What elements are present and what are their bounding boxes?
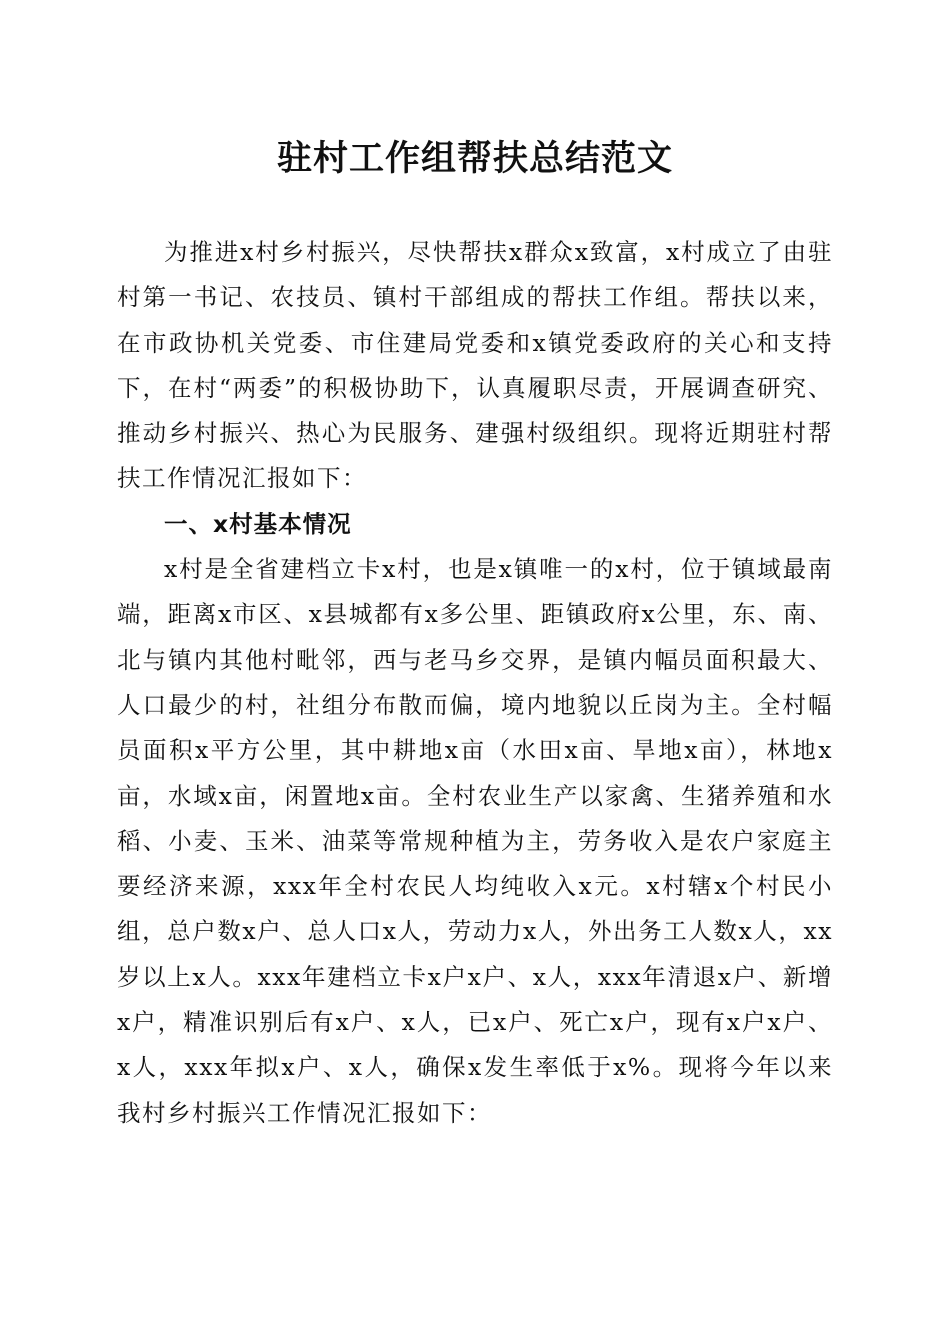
document-title: 驻村工作组帮扶总结范文 <box>276 138 673 179</box>
section-1-heading: 一、x村基本情况 <box>164 509 352 538</box>
section-1-paragraph: x村是全省建档立卡x村，也是x镇唯一的x村，位于镇域最南端，距离x市区、x县城都有x多公里、距镇政府x公里，东、南、北与镇内其他村毗邻，西与老马乡交界，是镇内幅员面积最大、人口最少的村，社组分布散而偏，境内地貌以丘岗为主。全村幅员面积x平方公里，其中耕地x亩（水田x亩、旱地x亩），林地x亩，水域x亩，闲置地x亩。全村农业生产以家禽、生猪养殖和水稻、小麦、玉米、油菜等常规种植为主，劳务收入是农户家庭主要经济来源，xxx年全村农民人均纯收入x元。x村辖x个村民小组，总户数x户、总人口x人，劳动力x人，外出务工人数x人，xx岁以上x人。xxx年建档立卡x户x户、x人，xxx年清退x户、新增x户，精准识别后有x户、x人，已x户、死亡x户，现有x户x户、x人，xxx年拟x户、x人，确保x发生率低于x%。现将今年以来我村乡村振兴工作情况汇报如下： <box>117 555 833 1127</box>
intro-paragraph: 为推进x村乡村振兴，尽快帮扶x群众x致富，x村成立了由驻村第一书记、农技员、镇村干部组成的帮扶工作组。帮扶以来，在市政协机关党委、市住建局党委和x镇党委政府的关心和支持下，在村“两委”的积极协助下，认真履职尽责，开展调查研究、推动乡村振兴、热心为民服务、建强村级组织。现将近期驻村帮扶工作情况汇报如下： <box>117 238 833 493</box>
document-body <box>117 230 833 1136</box>
